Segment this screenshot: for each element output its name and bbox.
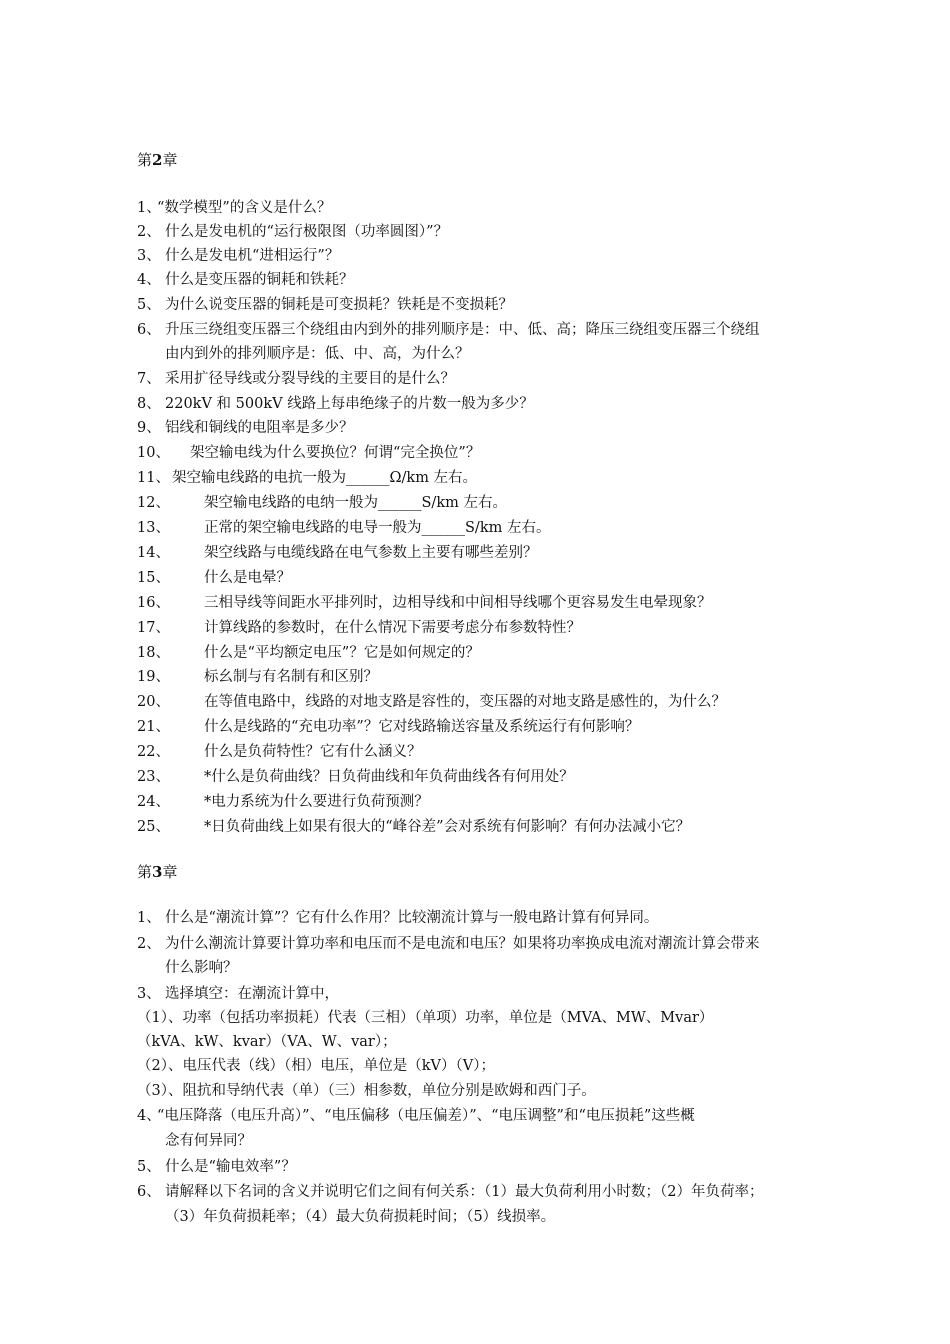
question-text: （1）、功率（包括功率损耗）代表（三相）（单项）功率，单位是（MVA、MW、Mvar） <box>137 1010 714 1026</box>
chapter-3-heading-suffix: 章 <box>162 863 178 881</box>
question-text: 由内到外的排列顺序是：低、中、高，为什么？ <box>165 346 470 362</box>
question-number: 6、 <box>137 1184 161 1200</box>
chapter-3-heading <box>137 862 177 882</box>
question-text: 为什么潮流计算要计算功率和电压而不是电流和电压？如果将功率换成电流对潮流计算会带来 <box>165 936 760 952</box>
question-number: 19、 <box>137 669 170 685</box>
question-number: 6、 <box>137 322 161 338</box>
question-number: 4、 <box>137 1108 161 1124</box>
question-number: 2、 <box>137 936 161 952</box>
question-text: 架空输电线路的电纳一般为______S/km 左右。 <box>204 495 507 511</box>
question-number: 3、 <box>137 986 161 1002</box>
question-text: 架空线路与电缆线路在电气参数上主要有哪些差别？ <box>204 545 538 561</box>
question-number: 23、 <box>137 769 170 785</box>
question-text: 架空输电线路的电抗一般为______Ω/km 左右。 <box>172 470 478 486</box>
question-text: “电压降落（电压升高）”、“电压偏移（电压偏差）”、“电压调整”和“电压损耗”这些概 <box>157 1108 695 1124</box>
question-number: 25、 <box>137 819 170 835</box>
question-text: 什么是“潮流计算”？它有什么作用？比较潮流计算与一般电路计算有何异同。 <box>165 910 659 926</box>
chapter-3-heading-prefix: 第 <box>137 863 153 881</box>
question-text: 铝线和铜线的电阻率是多少？ <box>165 420 354 436</box>
question-text: *电力系统为什么要进行负荷预测？ <box>204 794 429 810</box>
question-number: 5、 <box>137 1159 161 1175</box>
question-text: （kVA、kW、kvar）（VA、W、var）； <box>137 1034 397 1050</box>
question-text: 采用扩径导线或分裂导线的主要目的是什么？ <box>165 371 455 387</box>
question-text: 升压三绕组变压器三个绕组由内到外的排列顺序是：中、低、高；降压三绕组变压器三个绕组 <box>165 322 760 338</box>
question-text: （2）、电压代表（线）（相）电压，单位是（kV）（V）； <box>137 1058 495 1074</box>
question-text: 正常的架空输电线路的电导一般为______S/km 左右。 <box>204 520 551 536</box>
question-text: 什么是发电机“进相运行”？ <box>165 248 340 264</box>
question-number: 11、 <box>137 470 170 486</box>
question-number: 16、 <box>137 595 170 611</box>
question-number: 18、 <box>137 645 170 661</box>
question-number: 22、 <box>137 744 170 760</box>
question-text: 架空输电线为什么要换位？何谓“完全换位”？ <box>190 445 481 461</box>
question-number: 14、 <box>137 545 170 561</box>
question-text: 什么是发电机的“运行极限图（功率圆图）”？ <box>165 224 449 240</box>
question-number: 7、 <box>137 371 161 387</box>
question-number: 8、 <box>137 396 161 412</box>
question-text: 计算线路的参数时，在什么情况下需要考虑分布参数特性？ <box>204 620 581 636</box>
question-text: （3）年负荷损耗率；（4）最大负荷损耗时间；（5）线损率。 <box>165 1209 556 1225</box>
question-number: 9、 <box>137 420 161 436</box>
question-text: *日负荷曲线上如果有很大的“峰谷差”会对系统有何影响？有何办法减小它？ <box>204 819 691 835</box>
question-number: 4、 <box>137 272 161 288</box>
question-text: 请解释以下名词的含义并说明它们之间有何关系：（1）最大负荷利用小时数；（2）年负荷率； <box>165 1184 764 1200</box>
question-text: 标幺制与有名制有和区别？ <box>204 669 378 685</box>
question-number: 1、 <box>137 910 161 926</box>
question-number: 24、 <box>137 794 170 810</box>
question-text: 什么是负荷特性？它有什么涵义？ <box>204 744 422 760</box>
question-text: 为什么说变压器的铜耗是可变损耗？铁耗是不变损耗？ <box>165 297 513 313</box>
question-number: 1、 <box>137 200 161 216</box>
question-number: 3、 <box>137 248 161 264</box>
chapter-2-heading-prefix: 第 <box>137 151 153 169</box>
question-text: 220kV 和 500kV 线路上每串绝缘子的片数一般为多少？ <box>165 396 534 412</box>
question-text: 什么影响？ <box>165 960 238 976</box>
question-text: 选择填空：在潮流计算中， <box>165 986 339 1002</box>
chapter-2-heading-suffix: 章 <box>162 151 178 169</box>
question-number: 12、 <box>137 495 170 511</box>
question-text: “数学模型”的含义是什么？ <box>157 200 332 216</box>
question-text: 什么是“输电效率”？ <box>165 1159 296 1175</box>
question-number: 10、 <box>137 445 170 461</box>
question-number: 5、 <box>137 297 161 313</box>
chapter-2-heading-number: 2 <box>152 151 163 169</box>
question-number: 15、 <box>137 570 170 586</box>
question-text: 什么是电晕？ <box>204 570 291 586</box>
question-number: 13、 <box>137 520 170 536</box>
chapter-3-heading-number: 3 <box>152 863 163 881</box>
question-number: 20、 <box>137 694 170 710</box>
question-text: 什么是线路的“充电功率”？它对线路输送容量及系统运行有何影响？ <box>204 719 640 735</box>
question-text: 什么是变压器的铜耗和铁耗？ <box>165 272 354 288</box>
question-text: 在等值电路中，线路的对地支路是容性的，变压器的对地支路是感性的，为什么？ <box>204 694 726 710</box>
question-text: 什么是“平均额定电压”？它是如何规定的？ <box>204 645 480 661</box>
question-text: *什么是负荷曲线？日负荷曲线和年负荷曲线各有何用处？ <box>204 769 574 785</box>
question-number: 21、 <box>137 719 170 735</box>
question-number: 17、 <box>137 620 170 636</box>
question-text: 念有何异同？ <box>165 1133 252 1149</box>
question-text: （3）、阻抗和导纳代表（单）（三）相参数，单位分别是欧姆和西门子。 <box>137 1083 596 1099</box>
chapter-2-heading <box>137 150 177 170</box>
question-number: 2、 <box>137 224 161 240</box>
question-text: 三相导线等间距水平排列时，边相导线和中间相导线哪个更容易发生电晕现象？ <box>204 595 712 611</box>
